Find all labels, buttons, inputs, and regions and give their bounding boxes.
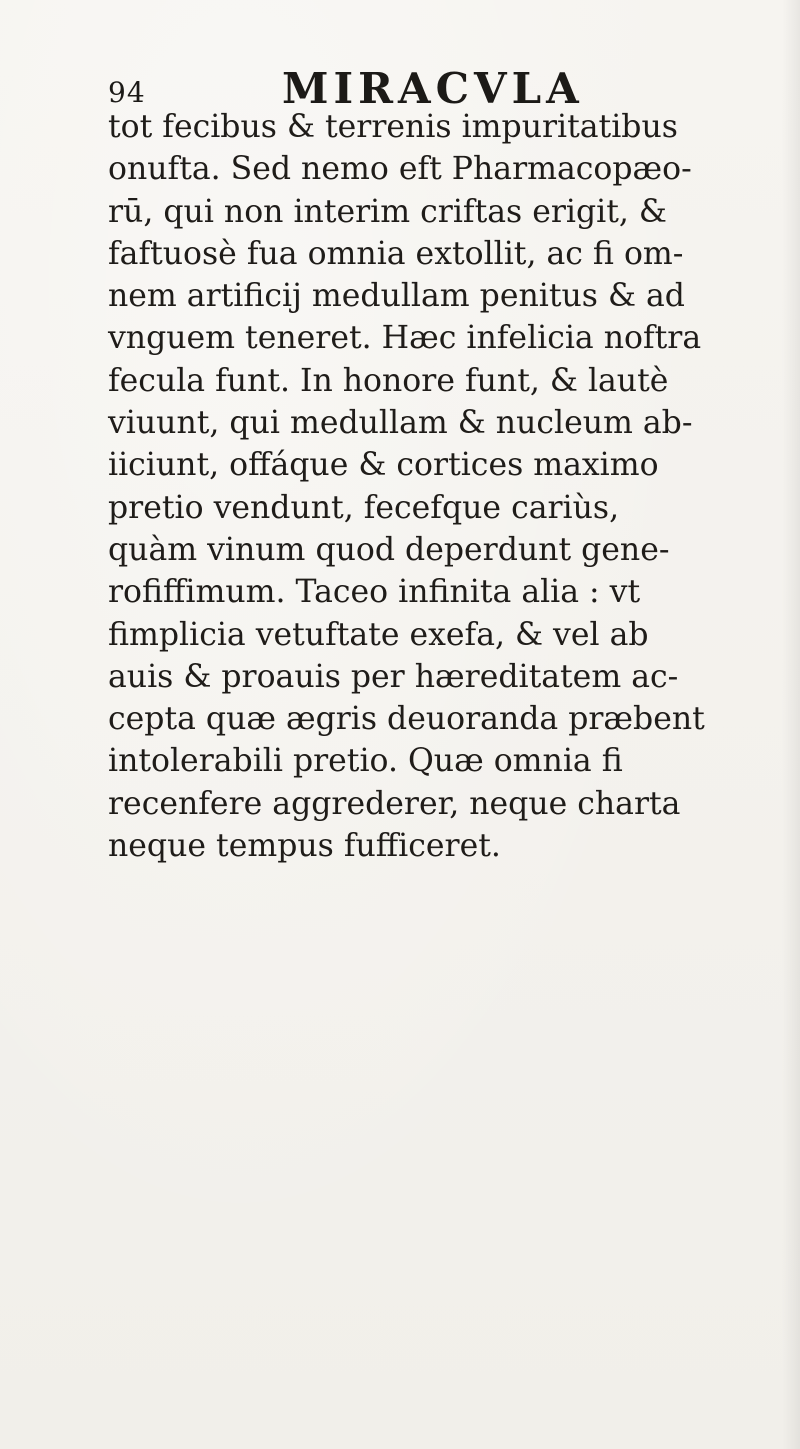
page-number: 94 — [108, 76, 146, 109]
body-text — [108, 106, 788, 867]
text-line: cepta quæ ægris deuoranda præbent — [108, 701, 705, 738]
text-line: pretio vendunt, fecefque cariùs, — [108, 489, 620, 526]
text-line: intolerabili pretio. Quæ omnia fi — [108, 743, 623, 780]
text-line: fecula funt. In honore funt, & lautè — [108, 362, 669, 399]
running-head: MIRACVLA — [282, 64, 584, 113]
text-line: viuunt, qui medullam & nucleum ab- — [108, 405, 693, 442]
text-line: faftuosè fua omnia extollit, ac fi om- — [108, 235, 684, 272]
text-line: neque tempus fufficeret. — [108, 828, 501, 865]
text-line: onufta. Sed nemo eft Pharmacopæo- — [108, 151, 692, 188]
text-line: iiciunt, offáque & cortices maximo — [108, 447, 659, 484]
text-line: quàm vinum quod deperdunt gene- — [108, 531, 670, 568]
text-line: tot fecibus & terrenis impuritatibus — [108, 109, 678, 145]
text-line: vnguem teneret. Hæc infelicia noftra — [108, 320, 702, 357]
text-line: fimplicia vetuftate exefa, & vel ab — [108, 616, 649, 653]
text-line: rū, qui non interim criftas erigit, & — [108, 193, 667, 230]
text-line: recenfere aggrederer, neque charta — [108, 785, 681, 822]
text-line: nem artificij medullam penitus & ad — [108, 278, 685, 315]
text-line: auis & proauis per hæreditatem ac- — [108, 658, 679, 695]
text-line: rofiffimum. Taceo infinita alia : vt — [108, 574, 641, 611]
